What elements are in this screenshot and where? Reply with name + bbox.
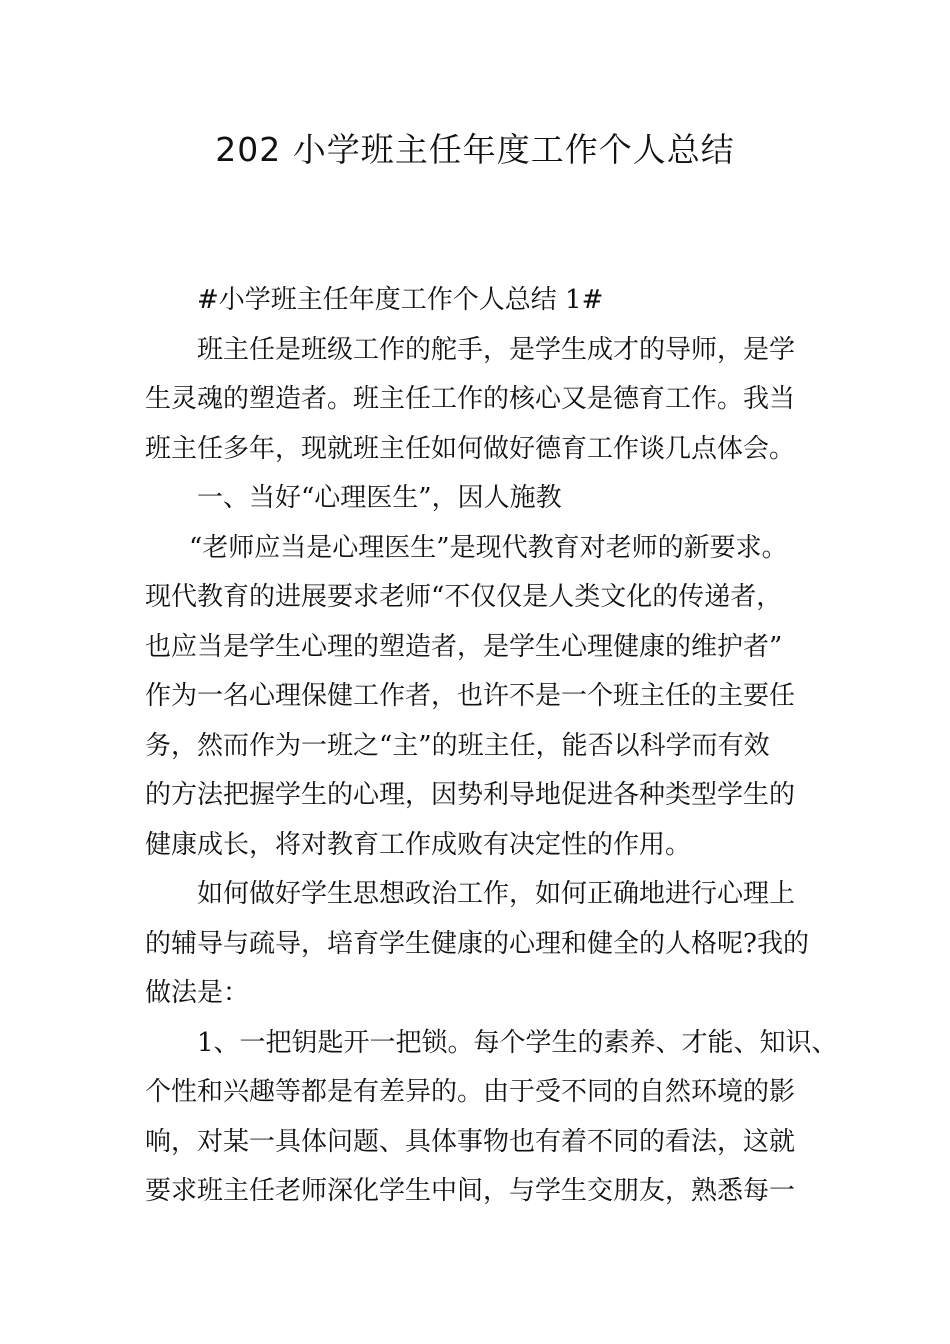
subheading — [145, 474, 825, 524]
text-line: 务，然而作为一班之“主”的班主任，能否以科学而有效 — [145, 730, 770, 761]
section-heading — [145, 276, 825, 326]
text-line: 1、一把钥匙开一把锁。每个学生的素养、才能、知识、 — [197, 1027, 838, 1058]
text-line: 响，对某一具体问题、具体事物也有着不同的看法，这就 — [145, 1126, 796, 1157]
text-line: 健康成长，将对教育工作成败有决定性的作用。 — [145, 829, 692, 860]
paragraph — [145, 326, 825, 475]
document-body — [145, 276, 838, 1217]
text-line: 的方法把握学生的心理，因势利导地促进各种类型学生的 — [145, 780, 796, 810]
document-title: 202 小学班主任年度工作个人总结 — [215, 130, 735, 169]
text-line: 作为一名心理保健工作者，也许不是一个班主任的主要任 — [145, 681, 796, 711]
text-line: 班主任是班级工作的舵手，是学生成才的导师，是学 — [197, 334, 796, 365]
text-line: 做法是： — [145, 978, 250, 1008]
paragraph — [145, 1019, 838, 1217]
paragraph — [145, 870, 825, 1019]
text-line: 个性和兴趣等都是有差异的。由于受不同的自然环境的影 — [145, 1077, 796, 1107]
text-line: 班主任多年，现就班主任如何做好德育工作谈几点体会。 — [145, 433, 796, 464]
text-line: 也应当是学生心理的塑造者，是学生心理健康的维护者” — [145, 631, 783, 662]
text-line: 生灵魂的塑造者。班主任工作的核心又是德育工作。我当 — [145, 384, 796, 414]
text-line: 要求班主任老师深化学生中间，与学生交朋友，熟悉每一 — [145, 1176, 796, 1206]
text-line: 现代教育的进展要求老师“不仅仅是人类文化的传递者， — [145, 582, 783, 612]
paragraph — [145, 524, 825, 871]
text-line: 一、当好“心理医生”，因人施教 — [197, 483, 562, 513]
text-line: “老师应当是心理医生”是现代教育对老师的新要求。 — [189, 532, 788, 563]
text-line: #小学班主任年度工作个人总结 1# — [197, 285, 604, 315]
text-line: 的辅导与疏导，培育学生健康的心理和健全的人格呢?我的 — [145, 928, 809, 959]
text-line: 如何做好学生思想政治工作，如何正确地进行心理上 — [197, 879, 796, 909]
